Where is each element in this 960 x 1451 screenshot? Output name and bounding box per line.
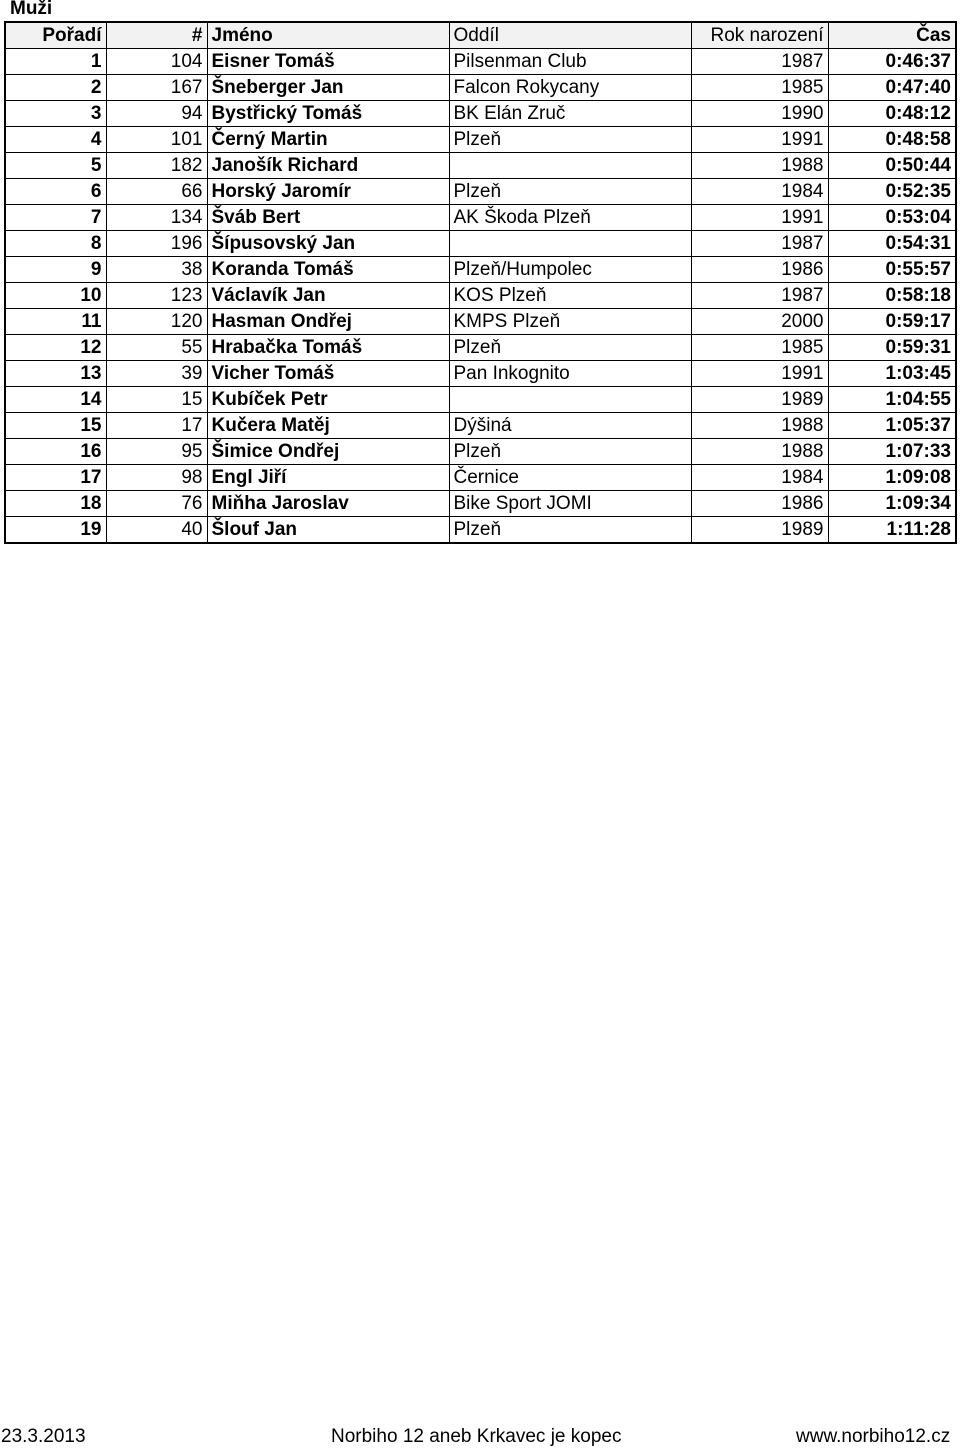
cell-rank: 7 <box>5 205 106 231</box>
header-rank: Pořadí <box>5 22 106 49</box>
cell-name: Engl Jiří <box>207 465 449 491</box>
cell-club: Plzeň/Humpolec <box>449 257 691 283</box>
cell-time: 1:09:08 <box>828 465 956 491</box>
cell-name: Bystřický Tomáš <box>207 101 449 127</box>
cell-year: 1985 <box>691 335 828 361</box>
cell-year: 1991 <box>691 127 828 153</box>
cell-bib: 55 <box>106 335 207 361</box>
table-row <box>5 387 956 413</box>
cell-rank: 4 <box>5 127 106 153</box>
table-row <box>5 101 956 127</box>
cell-year: 1984 <box>691 465 828 491</box>
cell-rank: 17 <box>5 465 106 491</box>
cell-rank: 3 <box>5 101 106 127</box>
cell-club: KOS Plzeň <box>449 283 691 309</box>
table-row <box>5 335 956 361</box>
cell-bib: 182 <box>106 153 207 179</box>
cell-year: 1987 <box>691 49 828 75</box>
cell-name: Janošík Richard <box>207 153 449 179</box>
cell-year: 1988 <box>691 153 828 179</box>
table-row <box>5 517 956 544</box>
cell-year: 1987 <box>691 231 828 257</box>
cell-bib: 134 <box>106 205 207 231</box>
cell-time: 0:50:44 <box>828 153 956 179</box>
header-bib: # <box>106 22 207 49</box>
cell-time: 0:52:35 <box>828 179 956 205</box>
table-row <box>5 465 956 491</box>
results-table <box>4 21 957 544</box>
cell-year: 1988 <box>691 439 828 465</box>
cell-rank: 12 <box>5 335 106 361</box>
cell-club: Pilsenman Club <box>449 49 691 75</box>
cell-bib: 95 <box>106 439 207 465</box>
cell-name: Kubíček Petr <box>207 387 449 413</box>
cell-year: 2000 <box>691 309 828 335</box>
cell-name: Šimice Ondřej <box>207 439 449 465</box>
cell-year: 1988 <box>691 413 828 439</box>
cell-bib: 17 <box>106 413 207 439</box>
cell-bib: 98 <box>106 465 207 491</box>
cell-name: Eisner Tomáš <box>207 49 449 75</box>
table-row <box>5 127 956 153</box>
cell-time: 0:55:57 <box>828 257 956 283</box>
cell-bib: 123 <box>106 283 207 309</box>
cell-name: Hrabačka Tomáš <box>207 335 449 361</box>
cell-rank: 11 <box>5 309 106 335</box>
cell-bib: 120 <box>106 309 207 335</box>
table-row <box>5 309 956 335</box>
cell-name: Hasman Ondřej <box>207 309 449 335</box>
cell-name: Václavík Jan <box>207 283 449 309</box>
table-row <box>5 179 956 205</box>
category-title: Muži <box>10 0 53 19</box>
table-row <box>5 153 956 179</box>
cell-bib: 167 <box>106 75 207 101</box>
table-row <box>5 205 956 231</box>
cell-bib: 40 <box>106 517 207 544</box>
cell-rank: 1 <box>5 49 106 75</box>
cell-club: Dýšiná <box>449 413 691 439</box>
cell-rank: 19 <box>5 517 106 544</box>
cell-time: 0:59:31 <box>828 335 956 361</box>
header-name: Jméno <box>207 22 449 49</box>
cell-bib: 38 <box>106 257 207 283</box>
table-row <box>5 413 956 439</box>
cell-bib: 76 <box>106 491 207 517</box>
cell-rank: 15 <box>5 413 106 439</box>
results-body <box>5 49 956 544</box>
cell-year: 1986 <box>691 257 828 283</box>
table-row <box>5 283 956 309</box>
cell-rank: 8 <box>5 231 106 257</box>
cell-name: Šípusovský Jan <box>207 231 449 257</box>
cell-time: 1:09:34 <box>828 491 956 517</box>
cell-bib: 196 <box>106 231 207 257</box>
cell-bib: 66 <box>106 179 207 205</box>
cell-rank: 6 <box>5 179 106 205</box>
cell-bib: 101 <box>106 127 207 153</box>
footer-date: 23.3.2013 <box>1 1426 86 1447</box>
table-row <box>5 439 956 465</box>
table-header-row <box>5 22 956 49</box>
cell-time: 1:05:37 <box>828 413 956 439</box>
cell-club <box>449 153 691 179</box>
cell-year: 1991 <box>691 205 828 231</box>
cell-club <box>449 387 691 413</box>
header-time: Čas <box>828 22 956 49</box>
cell-name: Vicher Tomáš <box>207 361 449 387</box>
cell-club: Pan Inkognito <box>449 361 691 387</box>
cell-time: 0:54:31 <box>828 231 956 257</box>
cell-rank: 5 <box>5 153 106 179</box>
cell-rank: 13 <box>5 361 106 387</box>
cell-club: Plzeň <box>449 179 691 205</box>
cell-rank: 9 <box>5 257 106 283</box>
table-row <box>5 257 956 283</box>
cell-year: 1987 <box>691 283 828 309</box>
cell-time: 0:58:18 <box>828 283 956 309</box>
table-row <box>5 75 956 101</box>
table-row <box>5 231 956 257</box>
cell-rank: 2 <box>5 75 106 101</box>
cell-club: Plzeň <box>449 517 691 544</box>
cell-time: 0:59:17 <box>828 309 956 335</box>
cell-rank: 14 <box>5 387 106 413</box>
cell-club: Bike Sport JOMI <box>449 491 691 517</box>
cell-club: Černice <box>449 465 691 491</box>
cell-time: 0:48:58 <box>828 127 956 153</box>
cell-name: Horský Jaromír <box>207 179 449 205</box>
cell-club: KMPS Plzeň <box>449 309 691 335</box>
cell-time: 1:04:55 <box>828 387 956 413</box>
header-club: Oddíl <box>449 22 691 49</box>
cell-club: AK Škoda Plzeň <box>449 205 691 231</box>
table-row <box>5 361 956 387</box>
cell-time: 1:07:33 <box>828 439 956 465</box>
cell-name: Šneberger Jan <box>207 75 449 101</box>
cell-name: Koranda Tomáš <box>207 257 449 283</box>
cell-time: 0:47:40 <box>828 75 956 101</box>
cell-bib: 39 <box>106 361 207 387</box>
cell-bib: 15 <box>106 387 207 413</box>
cell-time: 1:03:45 <box>828 361 956 387</box>
cell-club: Plzeň <box>449 127 691 153</box>
cell-club: BK Elán Zruč <box>449 101 691 127</box>
table-row <box>5 49 956 75</box>
cell-year: 1985 <box>691 75 828 101</box>
cell-club: Plzeň <box>449 439 691 465</box>
cell-club <box>449 231 691 257</box>
cell-rank: 10 <box>5 283 106 309</box>
cell-year: 1990 <box>691 101 828 127</box>
cell-year: 1986 <box>691 491 828 517</box>
cell-year: 1991 <box>691 361 828 387</box>
cell-year: 1989 <box>691 387 828 413</box>
footer-website: www.norbiho12.cz <box>796 1426 951 1447</box>
cell-name: Miňha Jaroslav <box>207 491 449 517</box>
cell-rank: 16 <box>5 439 106 465</box>
table-row <box>5 491 956 517</box>
header-year: Rok narození <box>691 22 828 49</box>
cell-time: 1:11:28 <box>828 517 956 544</box>
cell-year: 1984 <box>691 179 828 205</box>
cell-time: 0:53:04 <box>828 205 956 231</box>
cell-club: Plzeň <box>449 335 691 361</box>
cell-bib: 94 <box>106 101 207 127</box>
cell-time: 0:48:12 <box>828 101 956 127</box>
cell-name: Černý Martin <box>207 127 449 153</box>
footer-event-title: Norbiho 12 aneb Krkavec je kopec <box>331 1426 622 1447</box>
cell-year: 1989 <box>691 517 828 544</box>
cell-time: 0:46:37 <box>828 49 956 75</box>
cell-bib: 104 <box>106 49 207 75</box>
cell-club: Falcon Rokycany <box>449 75 691 101</box>
cell-name: Šváb Bert <box>207 205 449 231</box>
cell-name: Kučera Matěj <box>207 413 449 439</box>
cell-rank: 18 <box>5 491 106 517</box>
cell-name: Šlouf Jan <box>207 517 449 544</box>
